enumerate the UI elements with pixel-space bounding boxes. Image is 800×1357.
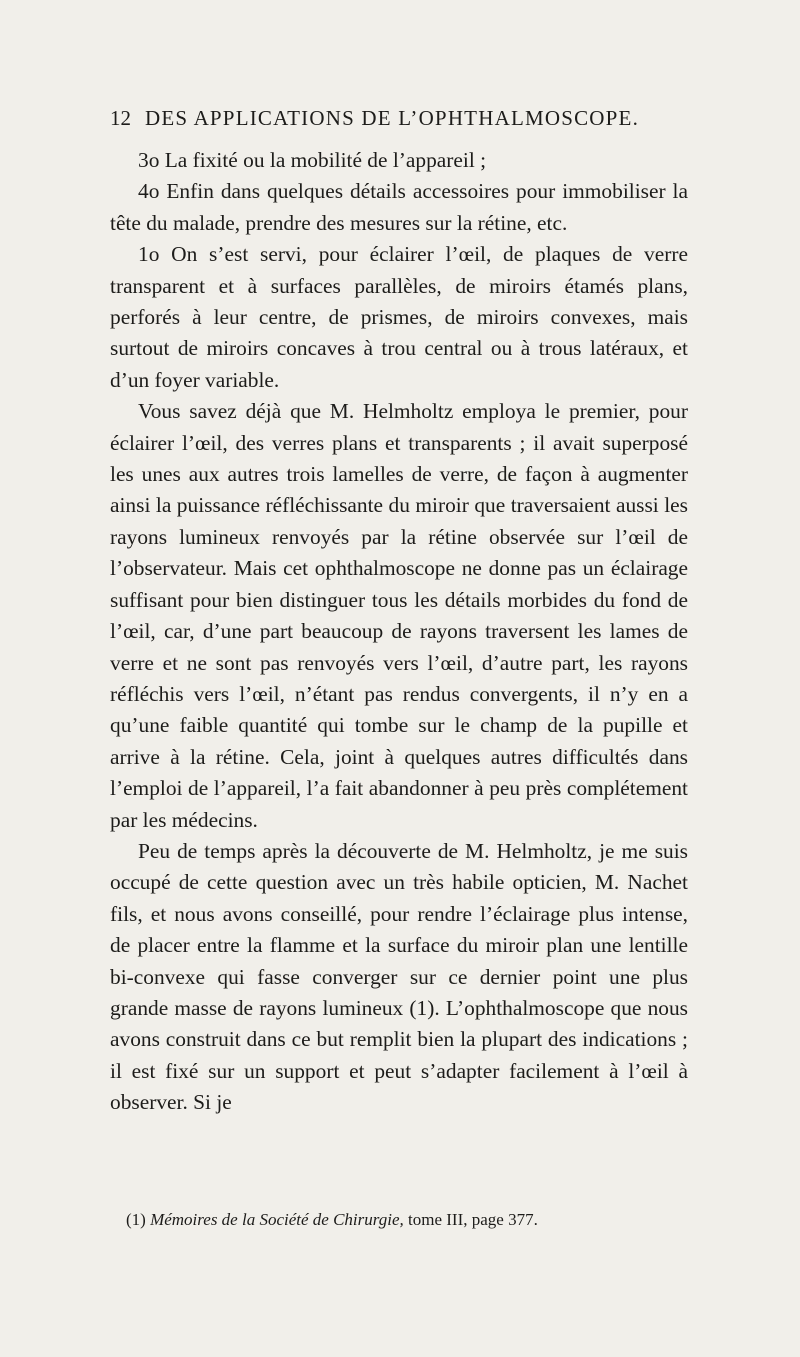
body-text bbox=[110, 145, 688, 1119]
paragraph-2: 4o Enfin dans quelques détails accessoires pour immobiliser la tête du malade, prendre des mesures sur la rétine, etc. bbox=[110, 179, 688, 235]
paragraph-4: Vous savez déjà que M. Helmholtz employa le premier, pour éclairer l’œil, des verres plans et transparents ; il avait superposé les unes aux autres trois lamelles de verre, de façon à augmenter ainsi la puissance réfléchissante du miroir que traversaient aussi les rayons lumineux renvoyés par la rétine observée sur l’œil de l’observateur. Mais cet ophthalmoscope ne donne pas un éclairage suffisant pour bien distinguer tous les détails morbides du fond de l’œil, car, d’une part beaucoup de rayons traversent les lames de verre et ne sont pas renvoyés vers l’œil, d’autre part, les rayons réfléchis vers l’œil, n’étant pas rendus convergents, il n’y en a qu’une faible quantité qui tombe sur le champ de la pupille et arrive à la rétine. Cela, joint à quelques autres difficultés dans l’emploi de l’appareil, l’a fait abandonner à peu près complétement par les médecins. bbox=[110, 399, 688, 832]
footnote-title: Mémoires de la Société de Chirurgie, bbox=[150, 1210, 404, 1229]
running-header bbox=[110, 106, 690, 131]
paragraph-5: Peu de temps après la découverte de M. Helmholtz, je me suis occupé de cette question avec un très habile opticien, M. Nachet fils, et nous avons conseillé, pour rendre l’éclairage plus intense, de placer entre la flamme et la surface du miroir plan une lentille bi-convexe qui fasse converger sur ce dernier point une plus grande masse de rayons lumineux (1). L’ophthalmoscope que nous avons construit dans ce but remplit bien la plupart des indications ; il est fixé sur un support et peut s’adapter facilement à l’œil à observer. Si je bbox=[110, 838, 688, 1115]
paragraph-3: 1o On s’est servi, pour éclairer l’œil, de plaques de verre transparent et à surfaces parallèles, de miroirs étamés plans, perforés à leur centre, de prismes, de miroirs convexes, mais surtout de miroirs concaves à trou central ou à trous latéraux, et d’un foyer variable. bbox=[110, 242, 688, 392]
footnote-reference: tome III, page 377. bbox=[408, 1210, 538, 1229]
running-title: DES APPLICATIONS DE L’OPHTHALMOSCOPE. bbox=[145, 106, 640, 130]
footnote bbox=[126, 1210, 696, 1230]
paragraph-1: 3o La fixité ou la mobilité de l’appareil ; bbox=[138, 148, 487, 172]
footnote-marker: (1) bbox=[126, 1210, 146, 1229]
page-number: 12 bbox=[110, 106, 131, 130]
